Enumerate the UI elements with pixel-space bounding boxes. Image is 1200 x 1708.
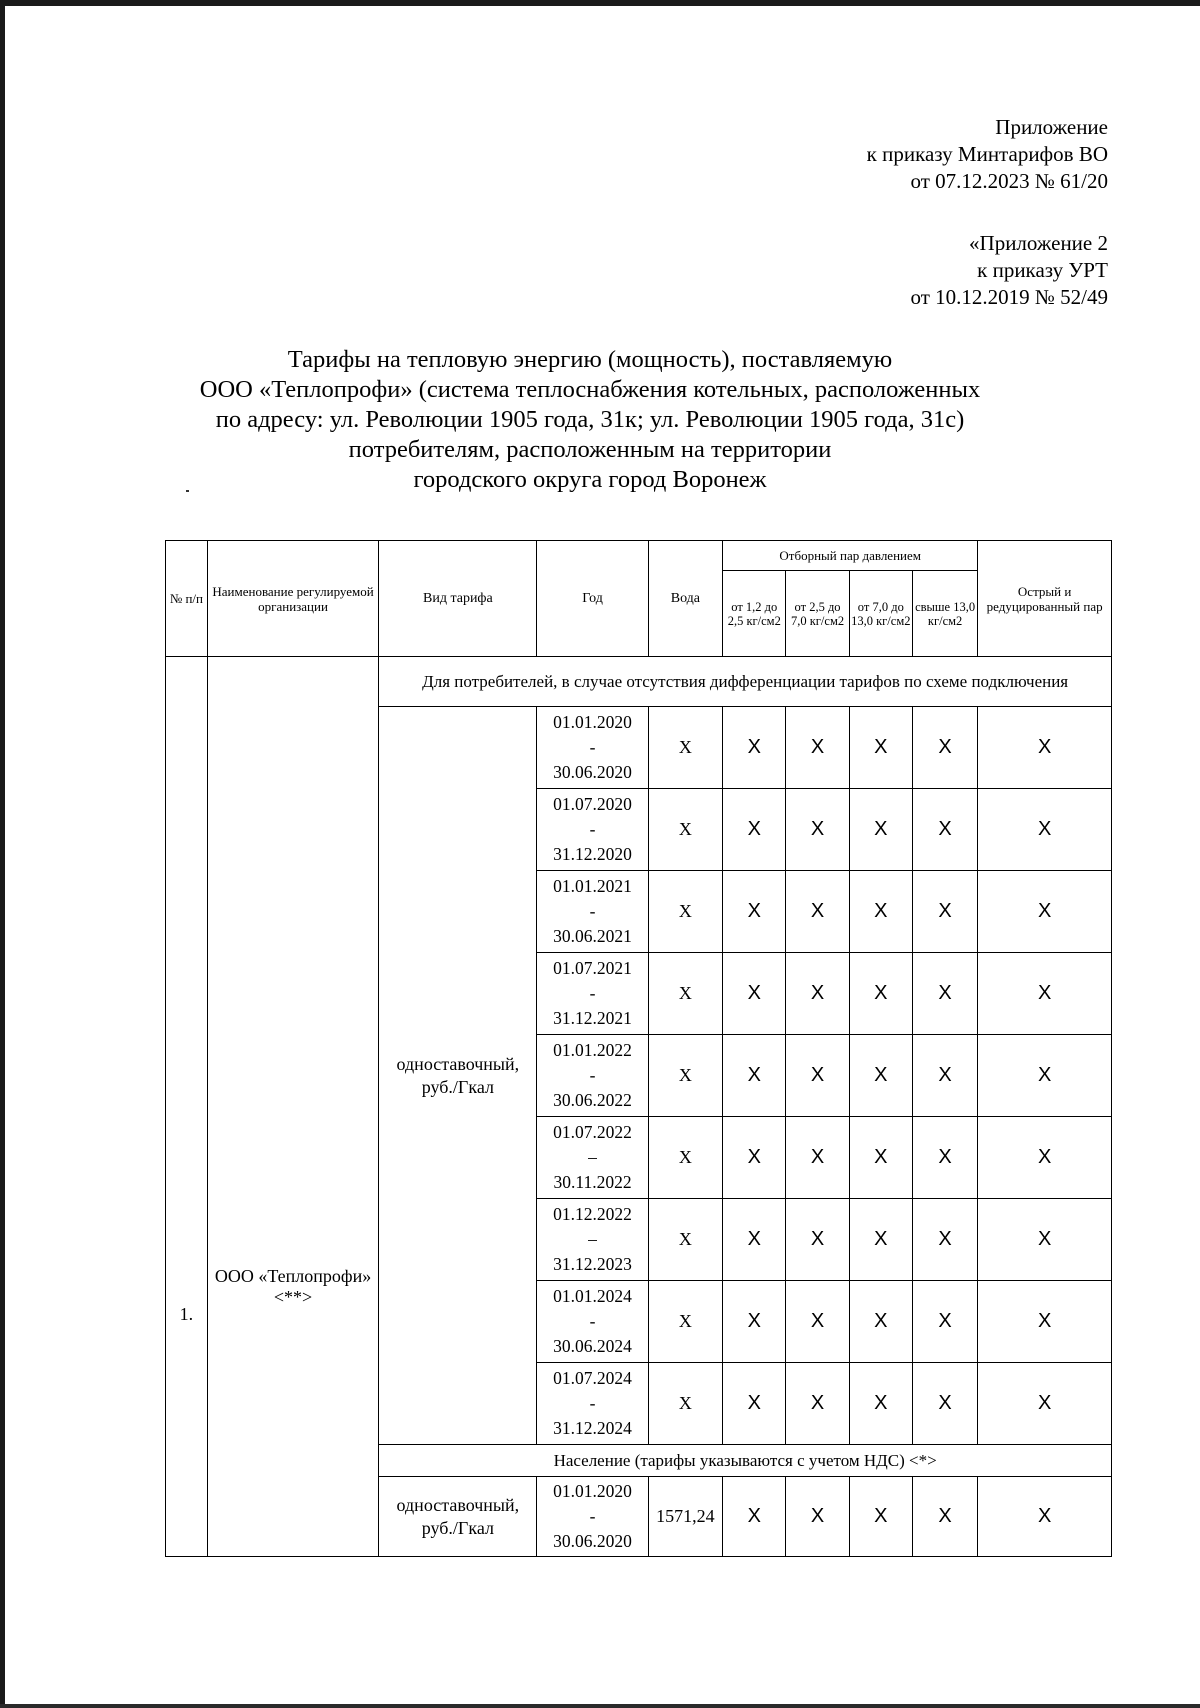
org-name xyxy=(207,657,378,1557)
period-from: 01.07.2021 xyxy=(553,958,632,978)
period-from: 01.01.2021 xyxy=(553,876,632,896)
steam-value: X xyxy=(786,1035,849,1117)
appendix-header-line: к приказу Минтарифов ВО xyxy=(866,142,1108,166)
title-line: городского округа город Воронеж xyxy=(413,466,767,493)
water-value: X xyxy=(648,707,722,789)
steam-value: X xyxy=(723,1281,786,1363)
steam-value: X xyxy=(786,1117,849,1199)
header-org: Наименование регулируемой организации xyxy=(207,541,378,657)
period-sep: - xyxy=(589,1065,596,1085)
period-cell xyxy=(537,1477,648,1557)
scan-edge-left xyxy=(0,0,5,1708)
water-value: X xyxy=(648,953,722,1035)
appendix2-header-line: «Приложение 2 xyxy=(969,231,1108,255)
period-sep: - xyxy=(589,1506,596,1526)
steam-value: X xyxy=(723,1363,786,1445)
steam-value: X xyxy=(786,1281,849,1363)
steam-value: X xyxy=(912,789,977,871)
water-value: X xyxy=(648,1117,722,1199)
appendix-header xyxy=(867,114,1108,195)
steam-value: X xyxy=(849,707,912,789)
steam-value: X xyxy=(786,1477,849,1557)
sharp-steam-value: X xyxy=(978,871,1112,953)
period-to: 30.06.2020 xyxy=(553,1531,632,1551)
sharp-steam-value: X xyxy=(978,1117,1112,1199)
scan-edge-bottom xyxy=(0,1704,1200,1708)
period-to: 31.12.2021 xyxy=(553,1008,632,1028)
water-value: X xyxy=(648,871,722,953)
steam-value: X xyxy=(786,1199,849,1281)
header-steam-group: Отборный пар давлением xyxy=(723,541,978,571)
steam-value: X xyxy=(912,1477,977,1557)
header-year: Год xyxy=(537,541,648,657)
title-line: Тарифы на тепловую энергию (мощность), поставляемую xyxy=(287,346,893,373)
period-from: 01.07.2024 xyxy=(553,1368,632,1388)
period-to: 31.12.2020 xyxy=(553,844,632,864)
steam-value: X xyxy=(786,1363,849,1445)
sharp-steam-value: X xyxy=(978,1281,1112,1363)
header-steam-4: свыше 13,0 кг/см2 xyxy=(912,571,977,657)
period-cell xyxy=(537,1363,648,1445)
steam-value: X xyxy=(849,1363,912,1445)
steam-value: X xyxy=(849,1281,912,1363)
steam-value: X xyxy=(912,953,977,1035)
sharp-steam-value: X xyxy=(978,707,1112,789)
water-value: X xyxy=(648,1363,722,1445)
steam-value: X xyxy=(723,871,786,953)
period-sep: - xyxy=(589,819,596,839)
document-title xyxy=(150,345,1030,495)
period-to: 31.12.2024 xyxy=(553,1418,632,1438)
period-to: 30.11.2022 xyxy=(553,1172,632,1192)
period-sep: - xyxy=(589,901,596,921)
steam-value: X xyxy=(723,1199,786,1281)
steam-value: X xyxy=(849,789,912,871)
steam-value: X xyxy=(912,707,977,789)
period-sep: - xyxy=(589,1393,596,1413)
period-to: 30.06.2020 xyxy=(553,762,632,782)
row-number: 1. xyxy=(166,657,208,1557)
title-line: по адресу: ул. Революции 1905 года, 31к; ул. Революции 1905 года, 31с) xyxy=(215,406,965,433)
steam-value: X xyxy=(849,953,912,1035)
steam-value: X xyxy=(723,1117,786,1199)
period-cell xyxy=(537,871,648,953)
steam-value: X xyxy=(912,1199,977,1281)
steam-value: X xyxy=(786,953,849,1035)
period-cell xyxy=(537,789,648,871)
steam-value: X xyxy=(723,707,786,789)
period-to: 30.06.2021 xyxy=(553,926,632,946)
period-from: 01.07.2022 xyxy=(553,1122,632,1142)
steam-value: X xyxy=(723,789,786,871)
title-line: потребителям, расположенным на территории xyxy=(348,436,832,463)
section-title: Для потребителей, в случае отсутствия дифференциации тарифов по схеме подключения xyxy=(379,657,1112,707)
section-row xyxy=(166,657,1112,707)
scan-edge-top xyxy=(0,0,1200,6)
sharp-steam-value: X xyxy=(978,789,1112,871)
steam-value: X xyxy=(849,1199,912,1281)
period-cell xyxy=(537,1117,648,1199)
table-header-row xyxy=(166,541,1112,571)
period-cell xyxy=(537,1199,648,1281)
period-sep: – xyxy=(588,1147,597,1167)
steam-value: X xyxy=(723,1477,786,1557)
appendix2-header-line: от 10.12.2019 № 52/49 xyxy=(910,285,1108,309)
water-value: X xyxy=(648,1199,722,1281)
period-from: 01.01.2020 xyxy=(553,1481,632,1501)
water-value: 1571,24 xyxy=(648,1477,722,1557)
period-cell xyxy=(537,1035,648,1117)
header-num: № п/п xyxy=(166,541,208,657)
sharp-steam-value: X xyxy=(978,953,1112,1035)
water-value: X xyxy=(648,1281,722,1363)
steam-value: X xyxy=(723,953,786,1035)
steam-value: X xyxy=(849,1035,912,1117)
period-cell xyxy=(537,707,648,789)
period-from: 01.01.2020 xyxy=(553,712,632,732)
sharp-steam-value: X xyxy=(978,1363,1112,1445)
steam-value: X xyxy=(786,871,849,953)
table-body xyxy=(166,657,1112,1557)
period-from: 01.07.2020 xyxy=(553,794,632,814)
header-sharp-steam: Острый и редуцированный пар xyxy=(978,541,1112,657)
period-cell xyxy=(537,953,648,1035)
steam-value: X xyxy=(786,707,849,789)
sharp-steam-value: X xyxy=(978,1199,1112,1281)
title-line: ООО «Теплопрофи» (система теплоснабжения котельных, расположенных xyxy=(199,376,981,403)
appendix2-header-line: к приказу УРТ xyxy=(977,258,1108,282)
steam-value: X xyxy=(912,1117,977,1199)
period-sep: – xyxy=(588,1229,597,1249)
header-steam-1: от 1,2 до 2,5 кг/см2 xyxy=(723,571,786,657)
period-from: 01.12.2022 xyxy=(553,1204,632,1224)
steam-value: X xyxy=(912,1281,977,1363)
steam-value: X xyxy=(912,1363,977,1445)
tariff-type: одноставочный, руб./Гкал xyxy=(379,707,537,1445)
org-name-text: ООО «Теплопрофи» <**> xyxy=(214,1265,372,1307)
appendix2-header xyxy=(910,230,1108,311)
steam-value: X xyxy=(849,871,912,953)
period-sep: - xyxy=(589,737,596,757)
header-steam-2: от 2,5 до 7,0 кг/см2 xyxy=(786,571,849,657)
steam-value: X xyxy=(912,1035,977,1117)
sharp-steam-value: X xyxy=(978,1035,1112,1117)
header-water: Вода xyxy=(648,541,722,657)
steam-value: X xyxy=(786,789,849,871)
water-value: X xyxy=(648,1035,722,1117)
period-from: 01.01.2022 xyxy=(553,1040,632,1060)
period-sep: - xyxy=(589,1311,596,1331)
appendix-header-line: от 07.12.2023 № 61/20 xyxy=(910,169,1108,193)
steam-value: X xyxy=(912,871,977,953)
header-tariff-type: Вид тарифа xyxy=(379,541,537,657)
period-to: 31.12.2023 xyxy=(553,1254,632,1274)
steam-value: X xyxy=(849,1477,912,1557)
steam-value: X xyxy=(849,1117,912,1199)
section-title: Население (тарифы указываются с учетом НДС) <*> xyxy=(379,1445,1112,1477)
period-sep: - xyxy=(589,983,596,1003)
period-cell xyxy=(537,1281,648,1363)
appendix-header-line: Приложение xyxy=(995,115,1108,139)
tariff-type: одноставочный, руб./Гкал xyxy=(379,1477,537,1557)
steam-value: X xyxy=(723,1035,786,1117)
period-from: 01.01.2024 xyxy=(553,1286,632,1306)
header-steam-3: от 7,0 до 13,0 кг/см2 xyxy=(849,571,912,657)
water-value: X xyxy=(648,789,722,871)
period-to: 30.06.2024 xyxy=(553,1336,632,1356)
sharp-steam-value: X xyxy=(978,1477,1112,1557)
tariff-table xyxy=(165,540,1112,1557)
period-to: 30.06.2022 xyxy=(553,1090,632,1110)
